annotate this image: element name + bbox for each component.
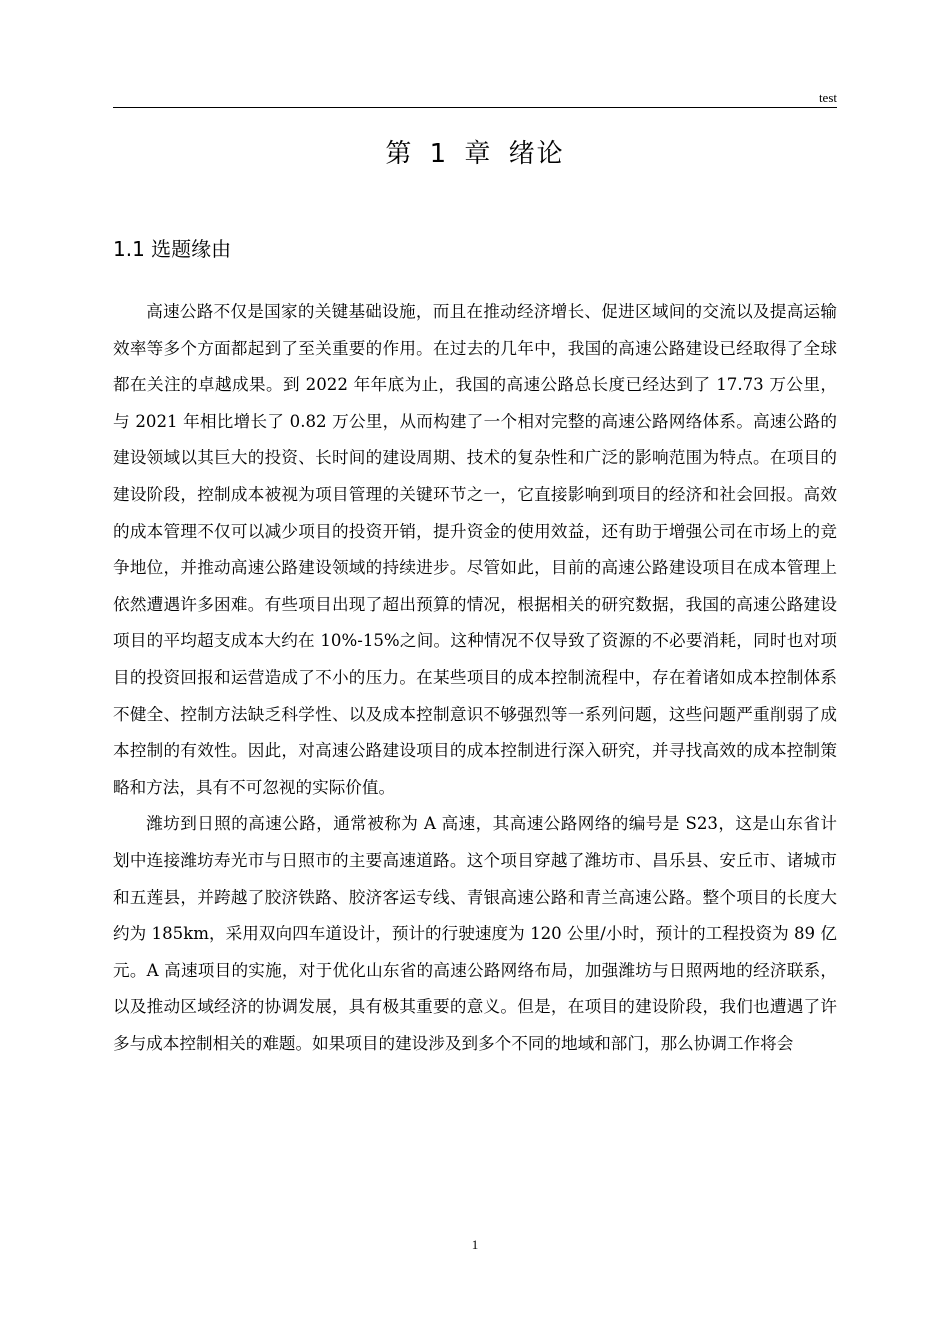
header-text: test: [818, 90, 837, 105]
paragraph: 高速公路不仅是国家的关键基础设施，而且在推动经济增长、促进区域间的交流以及提高运输效率等多个方面都起到了至关重要的作用。在过去的几年中，我国的高速公路建设已经取得了全球都在关注的卓越成果。到 2022 年年底为止，我国的高速公路总长度已经达到了 17.73 万公里，与 2021 年相比增长了 0.82 万公里，从而构建了一个相对完整的高速公路网络体系。高速公路的建设领域以其巨大的投资、长时间的建设周期、技术的复杂性和广泛的影响范围为特点。在项目的建设阶段，控制成本被视为项目管理的关键环节之一，它直接影响到项目的经济和社会回报。高效的成本管理不仅可以减少项目的投资开销，提升资金的使用效益，还有助于增强公司在市场上的竞争地位，并推动高速公路建设领域的持续进步。尽管如此，目前的高速公路建设项目在成本管理上依然遭遇许多困难。有些项目出现了超出预算的情况，根据相关的研究数据，我国的高速公路建设项目的平均超支成本大约在 10%-15%之间。这种情况不仅导致了资源的不必要消耗，同时也对项目的投资回报和运营造成了不小的压力。在某些项目的成本控制流程中，存在着诸如成本控制体系不健全、控制方法缺乏科学性、以及成本控制意识不够强烈等一系列问题，这些问题严重削弱了成本控制的有效性。因此，对高速公路建设项目的成本控制进行深入研究，并寻找高效的成本控制策略和方法，具有不可忽视的实际价值。: [113, 302, 837, 797]
page-header: [113, 90, 837, 108]
chapter-title: 第 1 章 绪论: [385, 139, 565, 169]
body-text: [113, 294, 837, 1062]
section-title: 1.1 选题缘由: [113, 237, 232, 261]
paragraph: 潍坊到日照的高速公路，通常被称为 A 高速，其高速公路网络的编号是 S23，这是山东省计划中连接潍坊寿光市与日照市的主要高速道路。这个项目穿越了潍坊市、昌乐县、安丘市、诸城市和五莲县，并跨越了胶济铁路、胶济客运专线、青银高速公路和青兰高速公路。整个项目的长度大约为 185km，采用双向四车道设计，预计的行驶速度为 120 公里/小时，预计的工程投资为 89 亿元。A 高速项目的实施，对于优化山东省的高速公路网络布局，加强潍坊与日照两地的经济联系，以及推动区域经济的协调发展，具有极其重要的意义。但是，在项目的建设阶段，我们也遭遇了许多与成本控制相关的难题。如果项目的建设涉及到多个不同的地域和部门，那么协调工作将会: [113, 814, 837, 1053]
page-number: 1: [471, 1237, 479, 1252]
